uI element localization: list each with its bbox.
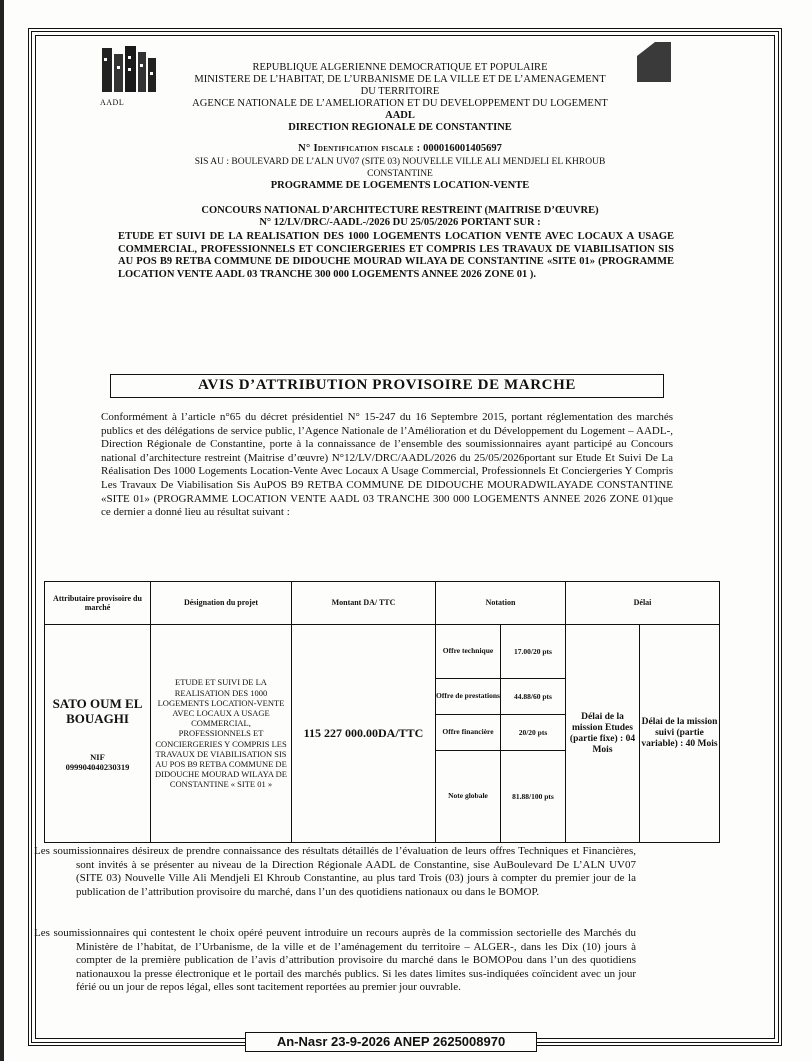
- scan-edge: [0, 0, 4, 1061]
- col-montant: Montant DA/ TTC: [292, 582, 436, 625]
- header-line-agency: AGENCE NATIONALE DE L’AMELIORATION ET DU DEVELOPPEMENT DU LOGEMENT: [192, 98, 608, 109]
- attributaire-cell: [45, 625, 151, 843]
- note-technique-label: Offre technique: [436, 625, 501, 679]
- header-line-ministry: MINISTERE DE L’HABITAT, DE L’URBANISME DE LA VILLE ET DE L’AMENAGEMENT: [194, 74, 606, 85]
- header-line-territory: DU TERRITOIRE: [360, 86, 440, 97]
- attributaire-nif-label: NIF: [90, 751, 105, 762]
- col-notation: Notation: [436, 582, 566, 625]
- delai-suivi: Délai de la mission suivi (partie variable) : 40 Mois: [640, 625, 720, 843]
- col-attributaire: Attributaire provisoire du marché: [45, 582, 151, 625]
- note-technique-value: 17.00/20 pts: [501, 625, 566, 679]
- logo-caption: AADL: [100, 98, 125, 107]
- address-line: SIS AU : BOULEVARD DE L’ALN UV07 (SITE 03) NOUVELLE VILLE ALI MENDJELI EL KHROUB: [194, 157, 606, 167]
- project-designation: ETUDE ET SUIVI DE LA REALISATION DES 1000 LOGEMENTS LOCATION-VENTE AVEC LOCAUX A USAGE COMMERCIAL, PROFESSIONNELS ET CONCIERGERIES Y COMPRIS LES TRAVAUX DE VIABILISATION SIS AU POS B9 RETBA COMMUNE DE DIDOUCHE MOURAD WILAYA DE CONSTANTINE « SITE 01 »: [151, 625, 292, 843]
- results-table: [44, 581, 720, 843]
- note-prestations-label: Offre de prestations: [436, 679, 501, 715]
- note-globale-label: Note globale: [436, 751, 501, 843]
- note-financiere-value: 20/20 pts: [501, 715, 566, 751]
- note-globale-value: 81.88/100 pts: [501, 751, 566, 843]
- contract-amount: 115 227 000.00DA/TTC: [292, 625, 436, 843]
- fiscal-id-label: N° Identification fiscale :: [298, 143, 421, 154]
- note-prestations-value: 44.88/60 pts: [501, 679, 566, 715]
- table-row: [45, 625, 720, 679]
- fiscal-id-value: 000016001405697: [423, 143, 502, 154]
- footer-paragraph-appeal: Les soumissionnaires qui contestent le choix opéré peuvent introduire un recours auprès de la commission sectorielle des Marchés du Ministère de l’habitat, de l’Urbanisme, de la ville et de l’aménagement du territoire – ALGER-, dans les Dix (10) jours à compter de la première publication de l’avis d’attribution provisoire du marché dans le BOMOPou dans l’un des quotidiens nationauxou la presse électronique et le portail des marchés publics. Si les dates limites sus-indiquées coïncident avec un jour férié ou un jour de repos légal, elles sont tacitement reportées au premier jour ouvrable.: [34, 927, 636, 994]
- contest-title: CONCOURS NATIONAL D’ARCHITECTURE RESTREINT (MAITRISE D’ŒUVRE): [201, 205, 599, 216]
- table-header-row: [45, 582, 720, 625]
- attributaire-nif-value: 099904040230319: [65, 761, 130, 772]
- publication-reference: An-Nasr 23-9-2026 ANEP 2625008970: [245, 1032, 537, 1052]
- note-financiere-label: Offre financière: [436, 715, 501, 751]
- header-line-aadl: AADL: [385, 110, 415, 121]
- intro-paragraph: Conformément à l’article n°65 du décret présidentiel N° 15-247 du 16 Septembre 2015, portant réglementation des marchés publics et des délégations de service public, l’Agence Nationale de l’Amélioration et du Développement du Logement – AADL-, Direction Régionale de Constantine, porte à la connaissance de l’ensemble des soumissionnaires ayant participé au Concours national d’architecture restreint (Maitrise d’œuvre) N°12/LV/DRC/AADL/2026 du 25/05/2026portant sur Etude Et Suivi De La Réalisation Des 1000 Logements Location-Vente Avec Locaux A Usage Commercial, Professionnels Et Conciergeries Y Compris Les Travaux De Viabilisation Sis AuPOS B9 RETBA COMMUNE DE DIDOUCHE MOURADWILAYADE CONSTANTINE «SITE 01» (PROGRAMME LOCATION VENTE AADL 03 TRANCHE 300 000 LOGEMENTS ANNEE 2026 ZONE 01)que ce dernier a donné lieu au résultat suivant :: [101, 411, 673, 519]
- fiscal-id: [100, 143, 700, 155]
- notice-title: AVIS D’ATTRIBUTION PROVISOIRE DE MARCHE: [110, 374, 664, 398]
- programme-title: PROGRAMME DE LOGEMENTS LOCATION-VENTE: [270, 180, 530, 191]
- header-line-republic: REPUBLIQUE ALGERIENNE DEMOCRATIQUE ET POPULAIRE: [252, 62, 548, 73]
- col-delai: Délai: [566, 582, 720, 625]
- attributaire-name: SATO OUM EL BOUAGHI: [52, 695, 143, 726]
- contest-subject: ETUDE ET SUIVI DE LA REALISATION DES 1000 LOGEMENTS LOCATION VENTE AVEC LOCAUX A USAGE COMMERCIAL, PROFESSIONNELS ET CONCIERGERIES ET COMPRIS LES TRAVAUX DE VIABILISATION SIS AU POS B9 RETBA COMMUNE DE DIDOUCHE MOURAD WILAYA DE CONSTANTINE «SITE 01» (PROGRAMME LOCATION VENTE AADL 03 TRANCHE 300 000 LOGEMENTS ANNEE 2026 ZONE 01 ).: [118, 231, 674, 280]
- delai-etudes: Délai de la mission Etudes (partie fixe) : 04 Mois: [566, 625, 640, 843]
- header-line-direction: DIRECTION REGIONALE DE CONSTANTINE: [288, 122, 512, 133]
- address-city: CONSTANTINE: [367, 169, 433, 179]
- col-designation: Désignation du projet: [151, 582, 292, 625]
- contest-reference: N° 12/LV/DRC/-AADL-/2026 DU 25/05/2026 PORTANT SUR :: [259, 217, 541, 228]
- footer-paragraph-results: Les soumissionnaires désireux de prendre connaissance des résultats détaillés de l’évaluation de leurs offres Techniques et Financières, sont invités à se présenter au niveau de la Direction Régionale AADL de Constantine, sise AuBoulevard De L’ALN UV07 (SITE 03) Nouvelle Ville Ali Mendjeli El Khroub Constantine, au plus tard Trois (03) jours à compter du premier jour de la publication de l’attribution provisoire du marché, dans l’un des quotidiens nationaux ou dans le BOMOP.: [34, 845, 636, 898]
